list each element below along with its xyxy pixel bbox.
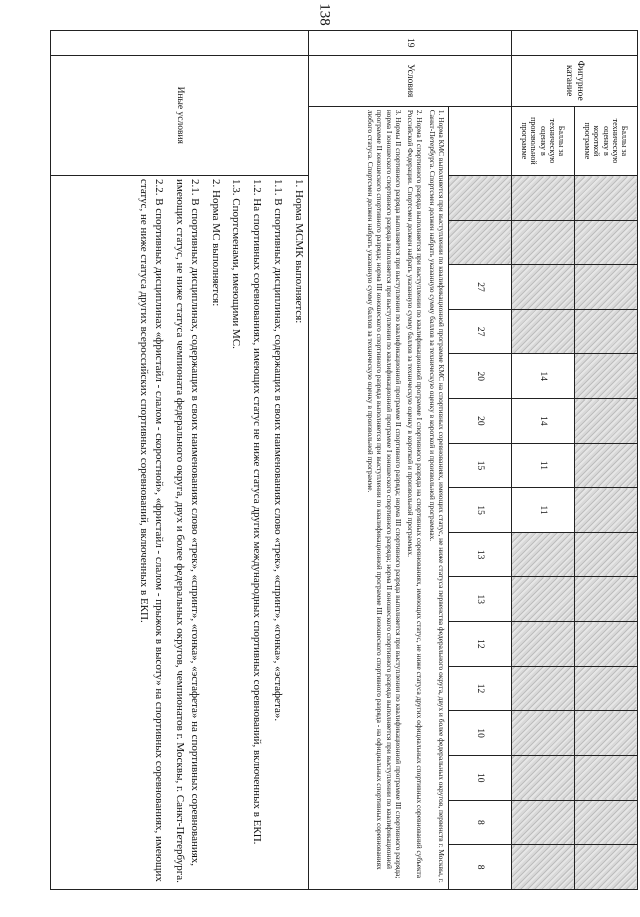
score-cell [575, 265, 638, 310]
score-cell: 15 [449, 488, 512, 533]
score-cell [575, 666, 638, 711]
other-condition-item: 2.2. В спортивных дисциплинах «фристайл - слалом - скоростной», «фристайл - слалом - прыжок в высоту» на спортивных соревнованиях, имеющих статус, не ниже статуса других всероссийских спортивных соревнований, включенных в ЕКП. [138, 179, 166, 882]
score-cell: 12 [449, 622, 512, 667]
score-cell [575, 532, 638, 577]
rotated-table-sheet [50, 30, 638, 890]
score-cell: 14 [512, 399, 575, 444]
other-conditions-row [51, 31, 309, 890]
score-cell: 8 [449, 845, 512, 890]
score-cell: 12 [449, 666, 512, 711]
other-conditions-label: Иные условия [51, 55, 309, 175]
score-cell [449, 176, 512, 221]
score-cell [512, 711, 575, 756]
score-cell [575, 443, 638, 488]
score-cell [575, 176, 638, 221]
score-cell [512, 265, 575, 310]
condition-item: 3. Нормы II спортивного разряда выполняется при выступлении по квалификационной программе II спортивного разряда; норма III спортивного разряда выполняется при выступлении по квалификационной программе III спортивного разряда; норма I юношеского спортивного разряда выполняется при выступлении по квалификационной программе I юношеского спортивного разряда; норма II юношеского спортивного разряда выполняется при выступлении по квалификационной программе II юношеского спортивного разряда; норма III юношеского спортивного разряда выполняется при выступлении по квалификационной программе III юношеского спортивного разряда - на официальных спортивных соревнованиях любого статуса. Спортсмен должен набрать указанную сумму баллов за техническую оценку в произвольной программе. [366, 109, 403, 879]
blank-cell [51, 31, 309, 56]
other-condition-item: 1.2. На спортивных соревнованиях, имеющих статус не ниже статуса других международных спортивных соревнований, включенных в ЕКП. [251, 179, 264, 845]
score-cell: 15 [449, 443, 512, 488]
score-cell [512, 532, 575, 577]
totals-label [449, 106, 512, 175]
score-cell: 10 [449, 711, 512, 756]
conditions-text [309, 106, 449, 889]
score-cell [575, 755, 638, 800]
score-cell [575, 488, 638, 533]
score-cell [575, 354, 638, 399]
score-cell [575, 220, 638, 265]
score-cell [575, 845, 638, 890]
discipline-cell: Фигурное катание [512, 55, 638, 106]
header-row-totals [449, 31, 512, 890]
header-row-short-program [575, 31, 638, 890]
score-cell [575, 399, 638, 444]
short-program-label: Баллы за техническую оценку в короткой программе [575, 106, 638, 175]
conditions-row [309, 31, 449, 890]
score-cell: 10 [449, 755, 512, 800]
norms-table [50, 30, 638, 890]
row-number-blank [512, 31, 638, 56]
score-cell [512, 220, 575, 265]
score-cell: 8 [449, 800, 512, 845]
other-condition-item: 1.3. Спортсменами, имеющими МС. [230, 179, 243, 349]
score-cell: 13 [449, 532, 512, 577]
score-cell: 11 [512, 443, 575, 488]
other-conditions-text [51, 176, 309, 890]
score-cell: 13 [449, 577, 512, 622]
row-number: 19 [309, 31, 512, 56]
score-cell [575, 309, 638, 354]
score-cell [512, 755, 575, 800]
score-cell: 20 [449, 354, 512, 399]
condition-item: 1. Норма КМС выполняется при выступлении по квалификационной программе КМС на спортивных соревнованиях, имеющих статус, не ниже статуса первенства федерального округа, двух и более федеральных округов, первенств г. Москвы, г. Санкт-Петербурга. Спортсмен должен набрать указанную сумму баллов за техническую оценку в короткой и произвольной программах. [427, 109, 446, 883]
score-cell [575, 577, 638, 622]
score-cell [512, 622, 575, 667]
score-cell [512, 309, 575, 354]
other-condition-item: 2.1. В спортивных дисциплинах, содержащих в своих наименованиях слово «трек», «спринт», «гонка», «эстафета» на спортивных соревнованиях, имеющих статус, не ниже статуса чемпионата федерального округа, двух и более федеральных округов, чемпионатов г. Москвы, г. Санкт-Петербурга. [173, 179, 201, 883]
score-cell [512, 666, 575, 711]
conditions-label: Условия [309, 55, 512, 106]
score-cell [575, 711, 638, 756]
other-condition-item: 1.1. В спортивных дисциплинах, содержащих в своих наименованиях слово «трек», «спринт», «гонка», «эстафета». [272, 179, 285, 722]
condition-item: 2. Норма I спортивного разряда выполняется при выступлении по квалификационной программе I спортивного разряда на спортивных соревнованиях, имеющих статус, не ниже статуса других официальных спортивных соревнований субъекта Российской Федерации. Спортсмен должен набрать указанную сумму баллов за техническую оценку в короткой и произвольной программах. [406, 109, 425, 879]
score-cell: 11 [512, 488, 575, 533]
score-cell: 14 [512, 354, 575, 399]
score-cell: 20 [449, 399, 512, 444]
score-cell [512, 176, 575, 221]
other-condition-item: 2. Норма МС выполняется: [209, 179, 222, 307]
score-cell [449, 220, 512, 265]
other-condition-item: 1. Норма МСМК выполняется: [293, 179, 305, 324]
score-cell [575, 800, 638, 845]
score-cell [575, 622, 638, 667]
page-number: 138 [316, 3, 333, 26]
score-cell [512, 577, 575, 622]
score-cell [512, 800, 575, 845]
free-program-label: Баллы за техническую оценку в произвольной программе [512, 106, 575, 175]
score-cell: 27 [449, 265, 512, 310]
header-row-free-program [512, 31, 575, 890]
score-cell [512, 845, 575, 890]
score-cell: 27 [449, 309, 512, 354]
